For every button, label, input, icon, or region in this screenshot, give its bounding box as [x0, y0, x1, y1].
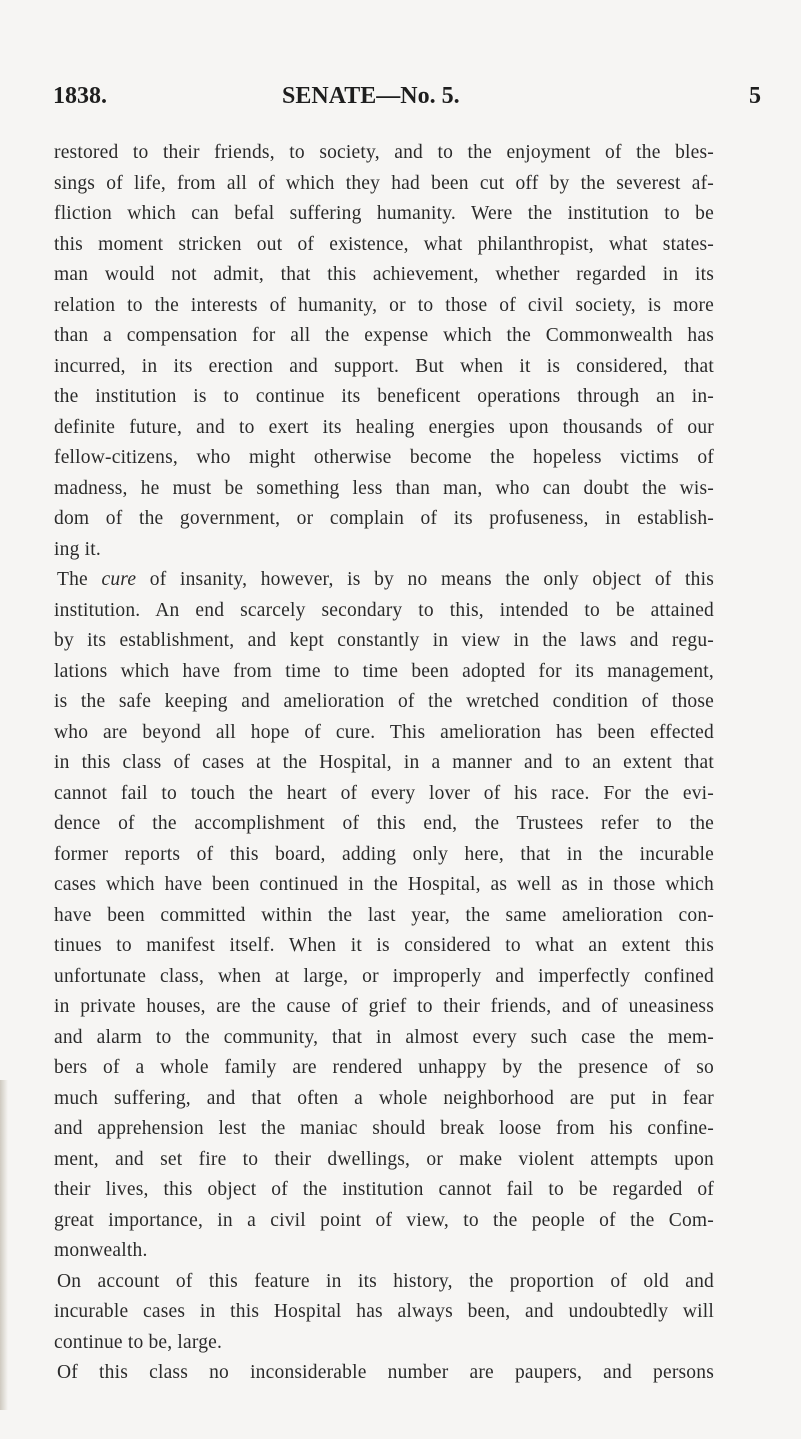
- text-line: monwealth.: [54, 1240, 148, 1261]
- text-line: The cure of insanity, however, is by no means the only object of this: [57, 569, 714, 590]
- text-line: definite future, and to exert its healing energies upon thousands of our: [54, 416, 714, 438]
- text-line: Of this class no inconsiderable number are paupers, and persons: [57, 1362, 714, 1383]
- text-line: the institution is to continue its beneficent operations through an in-: [54, 386, 714, 407]
- text-line: incurred, in its erection and support. But when it is considered, that: [54, 355, 714, 377]
- text-line: man would not admit, that this achievement, whether regarded in its: [54, 264, 714, 285]
- text-line: in private houses, are the cause of grief to their friends, and of uneasiness: [54, 996, 714, 1017]
- text-line: and apprehension lest the maniac should break loose from his confine-: [54, 1118, 714, 1139]
- text-line: have been committed within the last year, the same amelioration con-: [54, 904, 714, 926]
- text-line: incurable cases in this Hospital has always been, and undoubtedly will: [54, 1301, 714, 1322]
- text-line: cannot fail to touch the heart of every lover of his race. For the evi-: [54, 782, 714, 804]
- text-line: dence of the accomplishment of this end, the Trustees refer to the: [54, 813, 714, 834]
- text-line: by its establishment, and kept constantly in view in the laws and regu-: [54, 630, 714, 651]
- text-line: fellow-citizens, who might otherwise become the hopeless victims of: [54, 447, 714, 468]
- text-line: who are beyond all hope of cure. This amelioration has been effected: [54, 721, 714, 743]
- text-line: much suffering, and that often a whole neighborhood are put in fear: [54, 1087, 714, 1109]
- text-line: unfortunate class, when at large, or improperly and imperfectly confined: [54, 965, 714, 987]
- body-text: [54, 138, 714, 1389]
- page-number: 5: [749, 83, 761, 109]
- text-line: madness, he must be something less than man, who can doubt the wis-: [54, 477, 714, 499]
- text-line: dom of the government, or complain of its profuseness, in establish-: [54, 508, 714, 529]
- header-year: 1838.: [53, 83, 107, 109]
- emphasis: cure: [101, 569, 137, 590]
- text-line: cases which have been continued in the Hospital, as well as in those which: [54, 874, 714, 895]
- page-edge-shadow: [0, 1080, 8, 1410]
- text-line: is the safe keeping and amelioration of the wretched condition of those: [54, 691, 714, 712]
- text-line: bers of a whole family are rendered unhappy by the presence of so: [54, 1057, 714, 1078]
- text-line: tinues to manifest itself. When it is considered to what an extent this: [54, 935, 714, 956]
- text-line: relation to the interests of humanity, or to those of civil society, is more: [54, 294, 714, 316]
- text-line: ment, and set fire to their dwellings, or make violent attempts upon: [54, 1148, 714, 1170]
- text-line: and alarm to the community, that in almost every such case the mem-: [54, 1026, 714, 1048]
- text-line: fliction which can befal suffering humanity. Were the institution to be: [54, 203, 714, 224]
- text-line: than a compensation for all the expense which the Commonwealth has: [54, 325, 714, 346]
- text-line: ing it.: [54, 538, 101, 560]
- text-line: On account of this feature in its history, the proportion of old and: [57, 1270, 714, 1292]
- text-line: institution. An end scarcely secondary to this, intended to be attained: [54, 599, 714, 621]
- text-line: restored to their friends, to society, and to the enjoyment of the bles-: [54, 142, 714, 163]
- header-title: SENATE—No. 5.: [282, 83, 460, 109]
- text-line: their lives, this object of the institution cannot fail to be regarded of: [54, 1179, 714, 1200]
- text-line: continue to be, large.: [54, 1331, 223, 1353]
- text-line: in this class of cases at the Hospital, in a manner and to an extent that: [54, 752, 714, 773]
- text-line: great importance, in a civil point of view, to the people of the Com-: [54, 1209, 714, 1231]
- text-line: lations which have from time to time been adopted for its management,: [54, 660, 714, 682]
- running-header: [53, 83, 761, 119]
- text-line: former reports of this board, adding only here, that in the incurable: [54, 843, 714, 865]
- text-line: sings of life, from all of which they had been cut off by the severest af-: [54, 172, 714, 194]
- text-line: this moment stricken out of existence, what philanthropist, what states-: [54, 233, 714, 255]
